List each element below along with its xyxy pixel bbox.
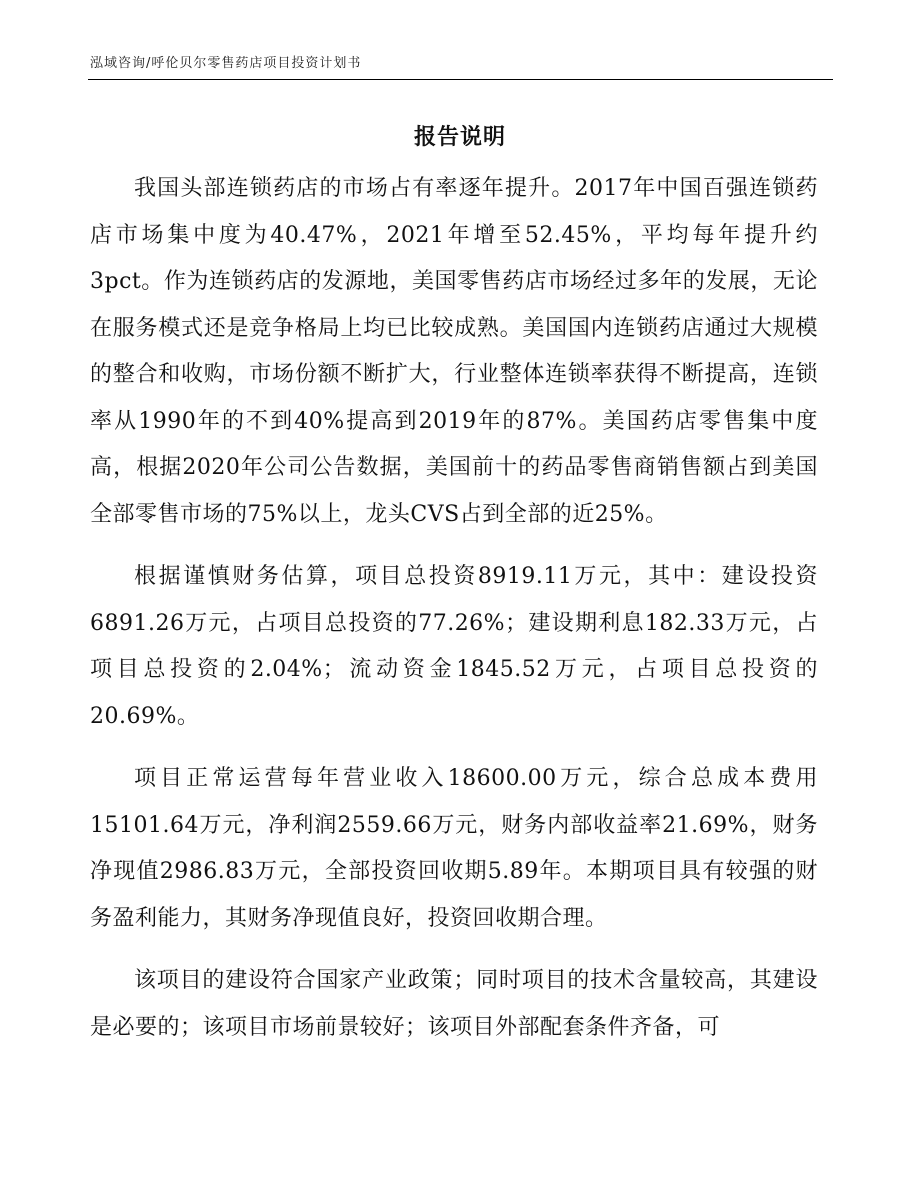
paragraph-financial-returns: 项目正常运营每年营业收入18600.00万元，综合总成本费用15101.64万元，净利润2559.66万元，财务内部收益率21.69%，财务净现值2986.83万元，全部投资回收期5.89年。本期项目具有较强的财务盈利能力，其财务净现值良好，投资回收期合理。 bbox=[90, 766, 818, 931]
section-title: 报告说明 bbox=[413, 125, 506, 150]
paragraph-market-overview: 我国头部连锁药店的市场占有率逐年提升。2017年中国百强连锁药店市场集中度为40.47%，2021年增至52.45%，平均每年提升约3pct。作为连锁药店的发源地，美国零售药店市场经过多年的发展，无论在服务模式还是竞争格局上均已比较成熟。美国国内连锁药店通过大规模的整合和收购，市场份额不断扩大，行业整体连锁率获得不断提高，连锁率从1990年的不到40%提高到2019年的87%。美国药店零售集中度高，根据2020年公司公告数据，美国前十的药品零售商销售额占到美国全部零售市场的75%以上，龙头CVS占到全部的近25%。 bbox=[90, 176, 818, 527]
report-body bbox=[90, 166, 818, 1067]
header-divider bbox=[88, 79, 833, 80]
paragraph-investment-estimate: 根据谨慎财务估算，项目总投资8919.11万元，其中：建设投资6891.26万元，占项目总投资的77.26%；建设期利息182.33万元，占项目总投资的2.04%；流动资金1845.52万元，占项目总投资的20.69%。 bbox=[90, 564, 818, 729]
running-header: 泓域咨询/呼伦贝尔零售药店项目投资计划书 bbox=[90, 56, 362, 71]
paragraph-project-feasibility: 该项目的建设符合国家产业政策；同时项目的技术含量较高，其建设是必要的；该项目市场前景较好；该项目外部配套条件齐备，可 bbox=[90, 968, 818, 1040]
